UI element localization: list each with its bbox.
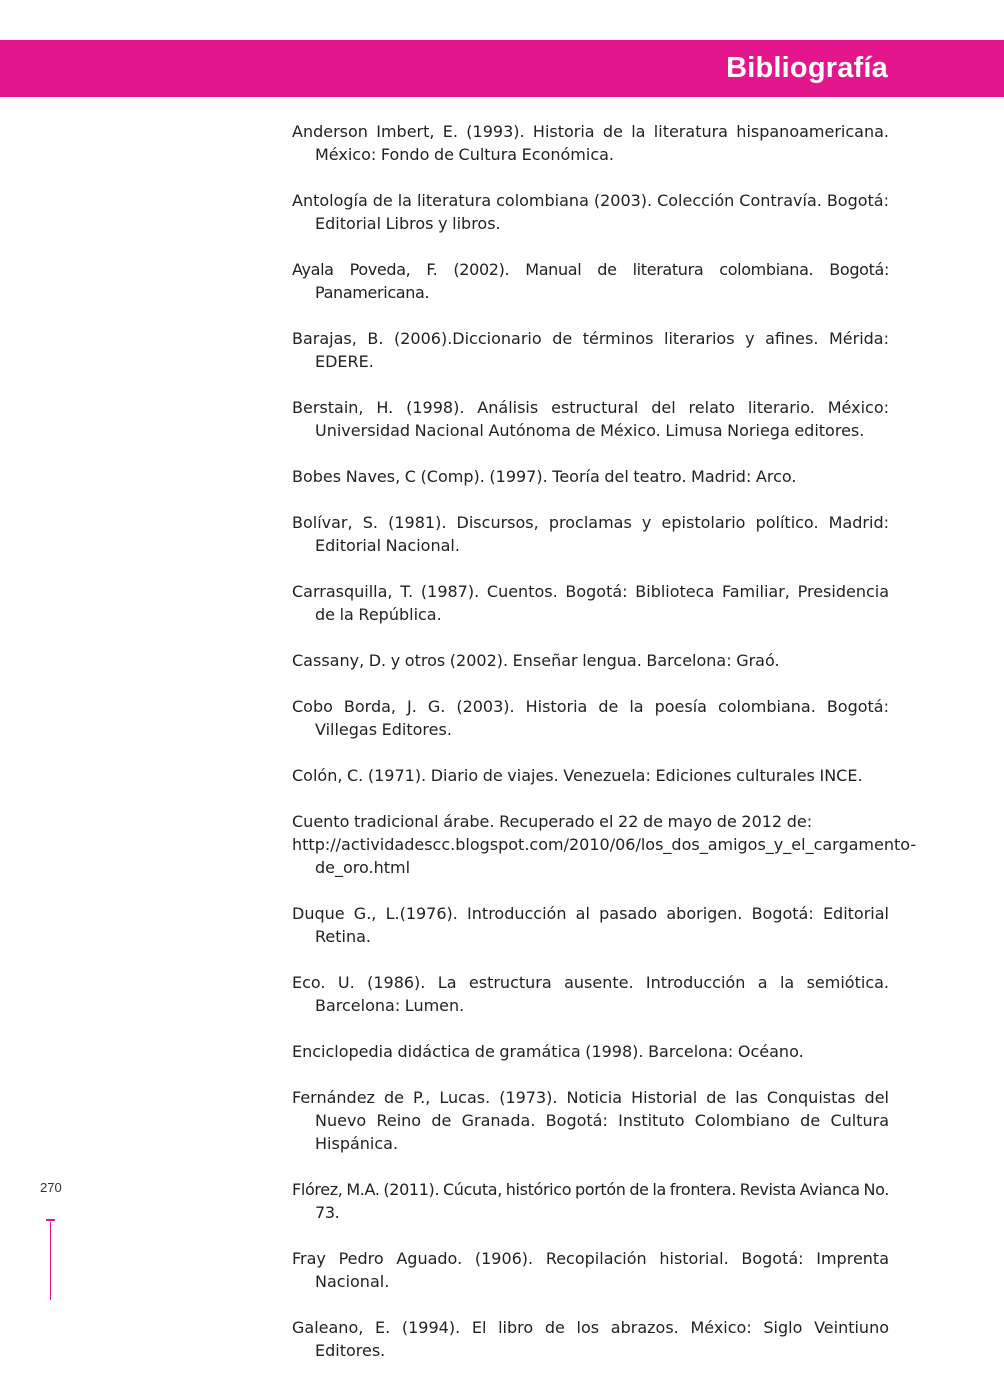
bibliography-entry: Galeano, E. (1994). El libro de los abrazos. México: Siglo Veintiuno Editores. (292, 1318, 889, 1360)
margin-rule (50, 1222, 51, 1300)
bibliography-entry: Cassany, D. y otros (2002). Enseñar lengua. Barcelona: Graó. (292, 651, 780, 670)
bibliography-entry: Enciclopedia didáctica de gramática (1998). Barcelona: Océano. (292, 1042, 804, 1061)
page-number: 270 (40, 1180, 62, 1195)
bibliography-entry: Fernández de P., Lucas. (1973). Noticia Historial de las Conquistas del Nuevo Reino de Granada. Bogotá: Instituto Colombiano de Cultura Hispánica. (292, 1088, 889, 1153)
header-band (0, 40, 1004, 97)
bibliography-entry: Anderson Imbert, E. (1993). Historia de la literatura hispanoamericana. México: Fondo de Cultura Económica. (292, 122, 889, 164)
bibliography-entry: Colón, C. (1971). Diario de viajes. Venezuela: Ediciones culturales INCE. (292, 766, 863, 785)
bibliography-list (292, 120, 917, 1385)
web-source-title: Cuento tradicional árabe. Recuperado el 22 de mayo de 2012 de: (292, 812, 813, 831)
bibliography-entry: Fray Pedro Aguado. (1906). Recopilación historial. Bogotá: Imprenta Nacional. (292, 1249, 889, 1291)
margin-rule-cap (46, 1219, 55, 1221)
bibliography-entry: Carrasquilla, T. (1987). Cuentos. Bogotá: Biblioteca Familiar, Presidencia de la República. (292, 582, 889, 624)
bibliography-entry: Berstain, H. (1998). Análisis estructural del relato literario. México: Universidad Nacional Autónoma de México. Limusa Noriega editores. (292, 398, 889, 440)
bibliography-entry: Flórez, M.A. (2011). Cúcuta, histórico portón de la frontera. Revista Avianca No. 73. (292, 1180, 889, 1222)
bibliography-entry: Bolívar, S. (1981). Discursos, proclamas y epistolario político. Madrid: Editorial Nacional. (292, 513, 889, 555)
bibliography-entry: Eco. U. (1986). La estructura ausente. Introducción a la semiótica. Barcelona: Lumen. (292, 973, 889, 1015)
bibliography-entry-web-source (292, 810, 917, 879)
bibliography-entry: Ayala Poveda, F. (2002). Manual de literatura colombiana. Bogotá: Panamericana. (292, 260, 889, 302)
bibliography-entry: Duque G., L.(1976). Introducción al pasado aborigen. Bogotá: Editorial Retina. (292, 904, 889, 946)
bibliography-entry: Cobo Borda, J. G. (2003). Historia de la poesía colombiana. Bogotá: Villegas Editores. (292, 697, 889, 739)
page-title: Bibliografía (726, 52, 888, 84)
web-source-url[interactable]: http://actividadescc.blogspot.com/2010/06/los_dos_amigos_y_el_cargamento-de_oro.html (292, 835, 917, 877)
bibliography-entry: Bobes Naves, C (Comp). (1997). Teoría del teatro. Madrid: Arco. (292, 467, 797, 486)
bibliography-entry: Antología de la literatura colombiana (2003). Colección Contravía. Bogotá: Editorial Libros y libros. (292, 191, 889, 233)
bibliography-entry: Barajas, B. (2006).Diccionario de términos literarios y afines. Mérida: EDERE. (292, 329, 889, 371)
